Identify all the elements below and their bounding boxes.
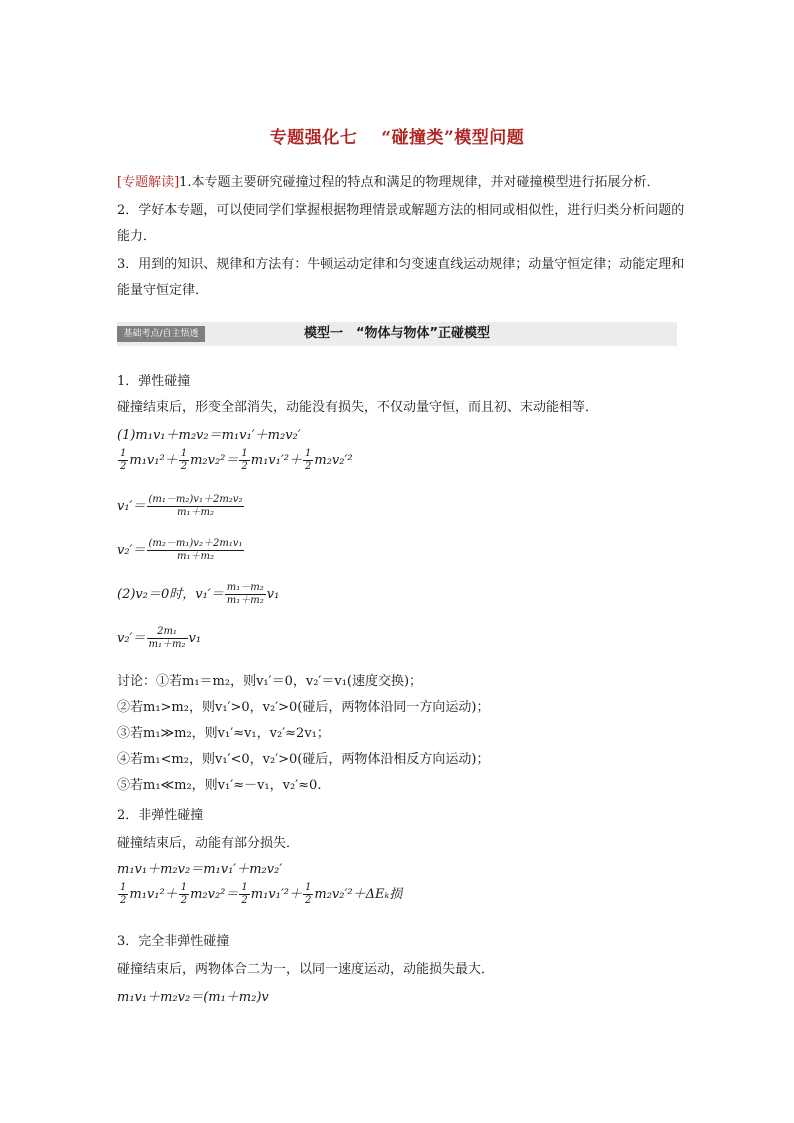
section2-eq1: m₁v₁＋m₂v₂＝m₁v₁′＋m₂v₂′ bbox=[117, 862, 283, 877]
intro-paragraph-2: 2．学好本专题，可以使同学们掌握根据物理情景或解题方法的相同或相似性，进行归类分析问题的能力． bbox=[117, 203, 685, 244]
section2-eq2: $\frac{1}{2}$ m₁v₁²＋ $\frac{1}{2}$ m₂v₂²＝ $\frac{1}{2}$ m₁v₁′²＋ $\frac{1}{2}$ m₂v₂′²＋ΔEₖ损 bbox=[120, 882, 403, 906]
section3-eq1: m₁v₁＋m₂v₂＝(m₁＋m₂)v bbox=[117, 990, 269, 1005]
v2-prime-formula: v₂′＝ $\frac{\text{(m₂－m₁)v₂＋2m₁v₁}}{\text{m₁＋m₂}}$ bbox=[117, 538, 243, 562]
discussion-3: ③若m₁≫m₂，则v₁′≈v₁，v₂′≈2v₁； bbox=[117, 726, 330, 741]
section3-desc: 碰撞结束后，两物体合二为一，以同一速度运动，动能损失最大． bbox=[117, 962, 495, 977]
half-fraction: $\frac{1}{2}$ bbox=[305, 448, 312, 472]
title-left: 专题强化七 bbox=[269, 128, 358, 148]
discussion-4: ④若m₁<m₂，则v₁′<0，v₂′>0(碰后，两物体沿相反方向运动)； bbox=[117, 752, 490, 767]
half-fraction: $\frac{1}{2}$ bbox=[120, 448, 127, 472]
half-fraction: $\frac{1}{2}$ bbox=[180, 448, 188, 472]
section1-heading: 1．弹性碰撞 bbox=[117, 374, 191, 389]
case-v2-prime: v₂′＝ $\frac{\text{2m₁}}{\text{m₁＋m₂}}$ v₁ bbox=[117, 626, 202, 650]
section2-desc: 碰撞结束后，动能有部分损失． bbox=[117, 836, 300, 851]
title-right: “碰撞类”模型问题 bbox=[381, 128, 525, 148]
banner-title: 模型一 “物体与物体”正碰模型 bbox=[303, 326, 491, 341]
discussion-1: 讨论：①若m₁＝m₂，则v₁′＝0，v₂′＝v₁(速度交换)； bbox=[117, 674, 423, 689]
discussion-2: ②若m₁>m₂，则v₁′>0，v₂′>0(碰后，两物体沿同一方向运动)； bbox=[117, 700, 490, 715]
section-banner bbox=[117, 322, 677, 346]
section1-eq1: (1)m₁v₁＋m₂v₂＝m₁v₁′＋m₂v₂′ bbox=[117, 428, 301, 443]
page-title bbox=[0, 123, 794, 148]
banner-tag: 基础考点/自主悟透 bbox=[117, 326, 205, 342]
case-v2-zero: (2)v₂＝0时，v₁′＝ $\frac{\text{m₁－m₂}}{\text{m₁＋m₂}}$ v₁ bbox=[117, 582, 280, 606]
section2-heading: 2．非弹性碰撞 bbox=[117, 808, 204, 823]
intro-text-1: 1.本专题主要研究碰撞过程的特点和满足的物理规律，并对碰撞模型进行拓展分析． bbox=[179, 175, 660, 190]
intro-lead: [专题解读] bbox=[117, 175, 180, 190]
v1-prime-formula: v₁′＝ $\frac{\text{(m₁－m₂)v₁＋2m₂v₂}}{\text{m₁＋m₂}}$ bbox=[117, 494, 243, 518]
intro-paragraph-3: 3．用到的知识、规律和方法有：牛顿运动定律和匀变速直线运动规律；动量守恒定律；动能定理和能量守恒定律． bbox=[117, 257, 685, 298]
discussion-5: ⑤若m₁≪m₂，则v₁′≈－v₁，v₂′≈0. bbox=[117, 778, 322, 793]
intro-paragraph-1 bbox=[117, 170, 687, 196]
section3-heading: 3．完全非弹性碰撞 bbox=[117, 934, 230, 949]
half-fraction: $\frac{1}{2}$ bbox=[241, 448, 248, 472]
section1-eq2: $\frac{1}{2}$ m₁v₁²＋ $\frac{1}{2}$ m₂v₂²＝ $\frac{1}{2}$ m₁v₁′²＋ $\frac{1}{2}$ m₂v₂′² bbox=[120, 448, 353, 472]
section1-desc: 碰撞结束后，形变全部消失，动能没有损失，不仅动量守恒，而且初、末动能相等． bbox=[117, 400, 599, 415]
